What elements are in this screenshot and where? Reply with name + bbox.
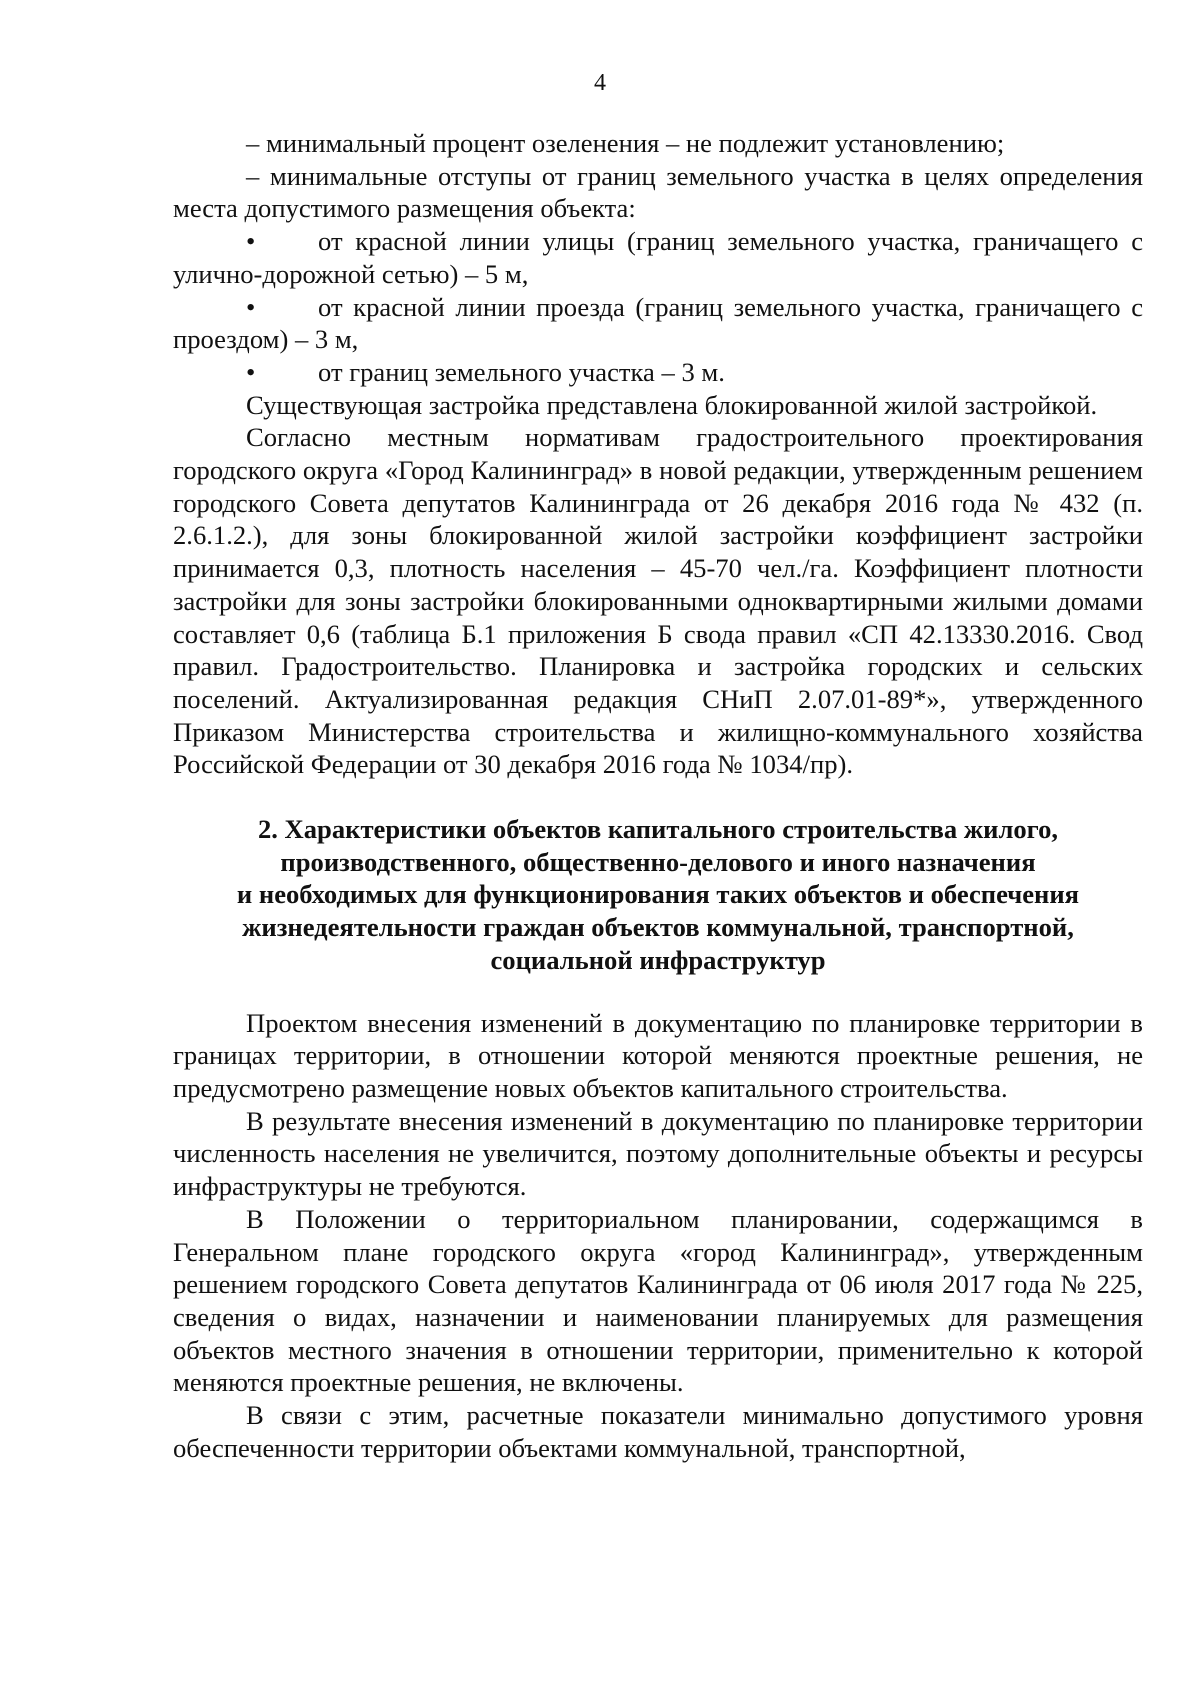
paragraph-calculated-indicators: В связи с этим, расчетные показатели минимально допустимого уровня обеспеченности территории объектами коммунальной, транспортной,: [173, 1400, 1143, 1463]
section-heading: [173, 813, 1143, 977]
bullet-text: от красной линии проезда (границ земельного участка, граничащего с проездом) – 3 м,: [173, 291, 1143, 355]
paragraph-project-changes: Проектом внесения изменений в документацию по планировке территории в границах территории, в отношении которой меняются проектные решения, не предусмотрено размещение новых объектов капитального строительства.: [173, 1007, 1143, 1103]
page-number: 4: [594, 70, 606, 96]
paragraph-min-setbacks: – минимальные отступы от границ земельного участка в целях определения места допустимого размещения объекта:: [173, 160, 1143, 224]
bullet-icon: •: [246, 291, 256, 322]
bullet-text: от границ земельного участка – 3 м.: [318, 356, 725, 387]
paragraph-existing-development: Существующая застройка представлена блокированной жилой застройкой.: [246, 389, 1098, 420]
bullet-item-passage: [173, 291, 1143, 356]
paragraph-min-greening: – минимальный процент озеленения – не подлежит установлению;: [246, 128, 1005, 158]
bullet-item-boundary: [173, 356, 1143, 389]
bullet-icon: •: [246, 226, 256, 257]
paragraph-territorial-planning: В Положении о территориальном планировании, содержащимся в Генеральном плане городского округа «город Калининград», утвержденным решением городского Совета депутатов Калининграда от 06 июля 2017 года № 225, сведения о видах, назначении и наименовании планируемых для размещения объектов местного значения в отношении территории, применительно к которой меняются проектные решения, не включены.: [173, 1203, 1143, 1398]
bullet-text: от красной линии улицы (границ земельного участка, граничащего с улично-дорожной сетью) – 5 м,: [173, 226, 1143, 289]
paragraph-local-norms: Согласно местным нормативам градостроительного проектирования городского округа «Город Калининград» в новой редакции, утвержденным решением городского Совета депутатов Калининграда от 26 декабря 2016 года № 432 (п. 2.6.1.2.), для зоны блокированной жилой застройки коэффициент застройки принимается 0,3, плотность населения – 45-70 чел./га. Коэффициент плотности застройки для зоны застройки блокированными одноквартирными жилыми домами составляет 0,6 (таблица Б.1 приложения Б свода правил «СП 42.13330.2016. Свод правил. Градостроительство. Планировка и застройка городских и сельских поселений. Актуализированная редакция СНиП 2.07.01-89*», утвержденного Приказом Министерства строительства и жилищно-коммунального хозяйства Российской Федерации от 30 декабря 2016 года № 1034/пр).: [173, 422, 1143, 780]
bullet-icon: •: [246, 356, 256, 387]
heading-line: жизнедеятельности граждан объектов коммунальной, транспортной,: [242, 912, 1074, 943]
document-body: [173, 127, 1143, 1464]
heading-line: и необходимых для функционирования таких объектов и обеспечения: [236, 879, 1080, 910]
heading-line: производственного, общественно-делового и иного назначения: [280, 846, 1036, 877]
paragraph-population: В результате внесения изменений в документацию по планировке территории численность населения не увеличится, поэтому дополнительные объекты и ресурсы инфраструктуры не требуются.: [173, 1105, 1143, 1202]
heading-line: 2. Характеристики объектов капитального строительства жилого,: [257, 814, 1059, 845]
heading-line: социальной инфраструктур: [490, 944, 826, 975]
bullet-item-street: [173, 225, 1143, 290]
